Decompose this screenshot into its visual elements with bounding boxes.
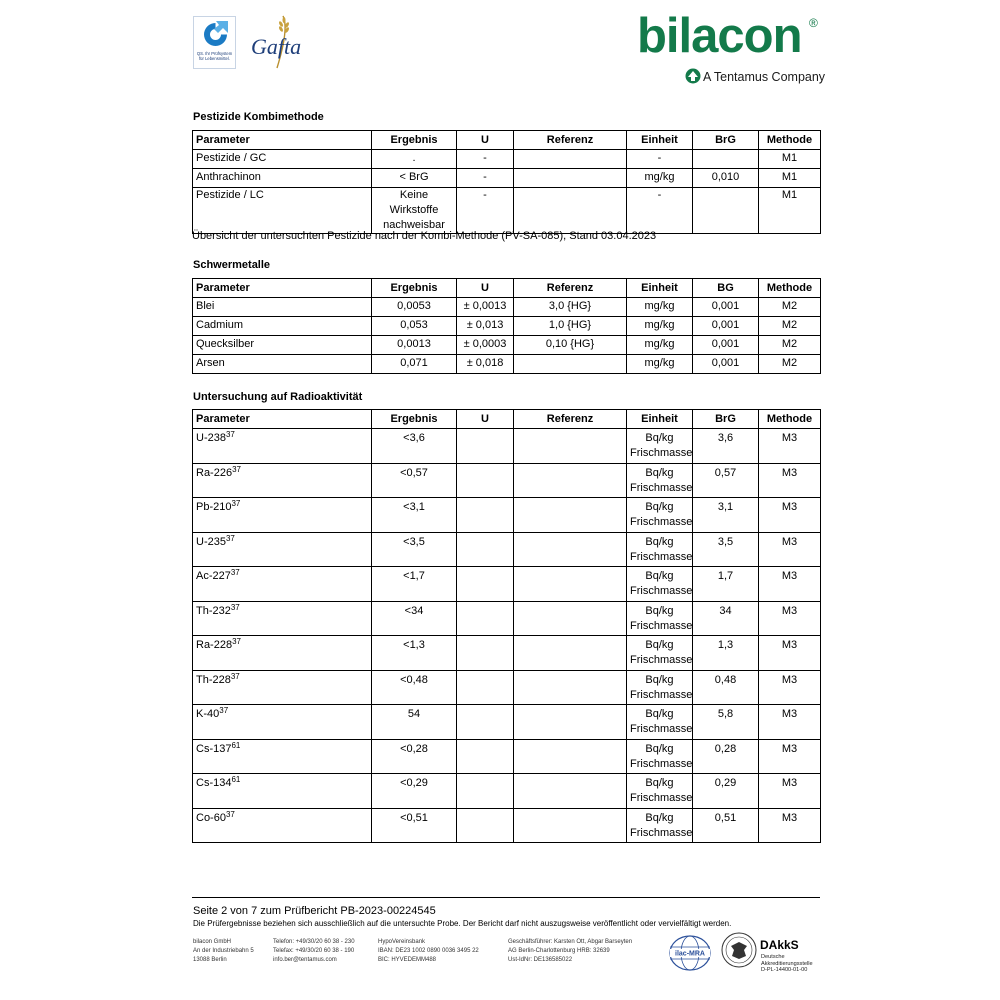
- table-cell: M2: [759, 317, 821, 336]
- footer-line: HypoVereinsbank: [378, 939, 426, 945]
- col-header: Methode: [759, 410, 821, 429]
- table-cell: [457, 498, 514, 533]
- table-cell: [457, 567, 514, 602]
- table-cell: 0,51: [693, 808, 759, 843]
- nuclide-name: Ac-227: [196, 570, 231, 582]
- table-cell: M3: [759, 808, 821, 843]
- footer-line: Telefon: +49/30/20 60 38 - 230: [273, 939, 355, 945]
- table-cell: [193, 498, 372, 533]
- table-cell: M3: [759, 429, 821, 464]
- table-cell: [193, 532, 372, 567]
- table-cell: Bq/kg Frischmasse: [627, 498, 693, 533]
- table-cell: [193, 739, 372, 774]
- table-cell: Bq/kg Frischmasse: [627, 601, 693, 636]
- globe-icon: [668, 934, 712, 972]
- table-cell: [514, 429, 627, 464]
- table-cell: Bq/kg Frischmasse: [627, 463, 693, 498]
- table-cell: mg/kg: [627, 298, 693, 317]
- table-cell: Blei: [193, 298, 372, 317]
- table-cell: [514, 150, 627, 169]
- table-cell: M1: [759, 150, 821, 169]
- footnote-ref: 37: [230, 671, 240, 681]
- footnote-ref: 61: [231, 775, 241, 784]
- table-row: [193, 808, 821, 843]
- table-cell: <0,29: [372, 774, 457, 809]
- brand-wordmark: bilacon: [637, 9, 802, 63]
- table-cell: mg/kg: [627, 169, 693, 188]
- table-row: [193, 774, 821, 809]
- table-cell: M3: [759, 601, 821, 636]
- table-cell: [457, 463, 514, 498]
- table-cell: mg/kg: [627, 336, 693, 355]
- table-cell: [193, 670, 372, 705]
- col-header: BrG: [693, 131, 759, 150]
- table-cell: 0,001: [693, 317, 759, 336]
- qs-logo-text: QS. Ihr Prüfsystem für Lebensmittel.: [196, 51, 233, 61]
- qs-arrow-icon: [202, 21, 229, 49]
- gafta-logo: [247, 14, 309, 70]
- table-cell: 0,001: [693, 355, 759, 374]
- table-cell: Pestizide / GC: [193, 150, 372, 169]
- footnote-ref: 61: [231, 740, 241, 750]
- col-header: Einheit: [627, 131, 693, 150]
- footnote-ref: 37: [225, 809, 235, 819]
- radioactivity-table: [192, 409, 821, 843]
- nuclide-name: Th-228: [196, 673, 231, 686]
- table-cell: -: [627, 188, 693, 234]
- nuclide-name: U-235: [196, 535, 226, 548]
- table-cell: 0,10 {HG}: [514, 336, 627, 355]
- table-cell: [193, 429, 372, 464]
- nuclide-name: Cs-137: [196, 742, 232, 755]
- table-row: [193, 355, 821, 374]
- ilac-mra-label: ilac-MRA: [675, 950, 705, 958]
- footer-line: Geschäftsführer: Karsten Ott, Abgar Barseyten: [508, 939, 633, 945]
- table-cell: M2: [759, 355, 821, 374]
- table-cell: 0,053: [372, 317, 457, 336]
- nuclide-name: K-40: [196, 708, 220, 720]
- table-row: [193, 670, 821, 705]
- table-cell: M3: [759, 463, 821, 498]
- table-cell: [457, 429, 514, 464]
- table-cell: M3: [759, 774, 821, 809]
- col-header: Einheit: [627, 279, 693, 298]
- nuclide-name: U-238: [196, 432, 226, 444]
- table-cell: M2: [759, 298, 821, 317]
- table-cell: -: [457, 169, 514, 188]
- table-cell: Bq/kg Frischmasse: [627, 774, 693, 809]
- table-cell: [514, 739, 627, 774]
- table-cell: M1: [759, 169, 821, 188]
- table-cell: M3: [759, 670, 821, 705]
- table-cell: Keine Wirkstoffe nachweisbar: [372, 188, 457, 234]
- table-cell: <1,3: [372, 636, 457, 671]
- table-cell: Bq/kg Frischmasse: [627, 808, 693, 843]
- table-cell: ± 0,013: [457, 317, 514, 336]
- col-header: Parameter: [193, 131, 372, 150]
- table-cell: 0,29: [693, 774, 759, 809]
- brand-subline: A Tentamus Company: [703, 70, 826, 84]
- col-header: Ergebnis: [372, 131, 457, 150]
- nuclide-name: Co-60: [196, 811, 226, 824]
- col-header: Referenz: [514, 410, 627, 429]
- table-cell: [514, 169, 627, 188]
- table-cell: [457, 774, 514, 809]
- table-row: [193, 601, 821, 636]
- nuclide-name: Th-232: [196, 604, 231, 617]
- table-cell: <0,48: [372, 670, 457, 705]
- table-cell: M2: [759, 336, 821, 355]
- table-row: [193, 463, 821, 498]
- table-cell: M3: [759, 498, 821, 533]
- table-cell: 0,071: [372, 355, 457, 374]
- col-header: Referenz: [514, 131, 627, 150]
- table-cell: <34: [372, 601, 457, 636]
- footnote-ref: 37: [232, 637, 241, 646]
- col-header: Referenz: [514, 279, 627, 298]
- table-cell: [193, 601, 372, 636]
- dakks-subtitle: [761, 954, 813, 974]
- table-cell: [514, 355, 627, 374]
- col-header: Parameter: [193, 410, 372, 429]
- footnote-ref: 37: [219, 706, 229, 715]
- footer-company-address: [193, 938, 254, 965]
- col-header: U: [457, 279, 514, 298]
- col-header: Parameter: [193, 279, 372, 298]
- table-cell: 0,28: [693, 739, 759, 774]
- table-cell: [457, 636, 514, 671]
- table-cell: M3: [759, 636, 821, 671]
- table-cell: 0,57: [693, 463, 759, 498]
- table-cell: 0,001: [693, 298, 759, 317]
- col-header: U: [457, 131, 514, 150]
- table-row: [193, 532, 821, 567]
- table-cell: [693, 150, 759, 169]
- col-header: Methode: [759, 131, 821, 150]
- table-cell: [514, 498, 627, 533]
- footnote-ref: 37: [230, 568, 240, 577]
- table-cell: [457, 808, 514, 843]
- footer-disclaimer: Die Prüfergebnisse beziehen sich ausschließlich auf die untersuchte Probe. Der Bericht darf nicht auszugsweise veröffentlicht oder vervielfältigt werden.: [193, 919, 732, 928]
- table-cell: ± 0,0013: [457, 298, 514, 317]
- table-header-row: [193, 131, 821, 150]
- table-cell: 3,5: [693, 532, 759, 567]
- footer-line: info.ber@tentamus.com: [273, 957, 337, 963]
- table-cell: [514, 636, 627, 671]
- table-cell: 0,48: [693, 670, 759, 705]
- footer-line: Deutsche: [761, 954, 785, 960]
- table-cell: <0,28: [372, 739, 457, 774]
- table-cell: 0,010: [693, 169, 759, 188]
- nuclide-name: Ra-226: [196, 466, 233, 479]
- table-cell: <3,1: [372, 498, 457, 533]
- section-title-pesticides: Pestizide Kombimethode: [193, 111, 324, 123]
- table-cell: 0,001: [693, 336, 759, 355]
- table-cell: Bq/kg Frischmasse: [627, 429, 693, 464]
- table-cell: Bq/kg Frischmasse: [627, 567, 693, 602]
- table-cell: [457, 705, 514, 740]
- table-row: [193, 298, 821, 317]
- table-cell: [457, 532, 514, 567]
- pesticides-note: Übersicht der untersuchten Pestizide nach der Kombi-Methode (PV-SA-085), Stand 03.04.2023: [192, 230, 657, 242]
- table-cell: [514, 705, 627, 740]
- col-header: U: [457, 410, 514, 429]
- table-cell: [457, 739, 514, 774]
- table-cell: M3: [759, 532, 821, 567]
- col-header: BrG: [693, 410, 759, 429]
- table-cell: [514, 808, 627, 843]
- footer-registration: [508, 938, 632, 965]
- footnote-ref: 37: [230, 602, 240, 612]
- table-cell: [514, 670, 627, 705]
- table-cell: Pestizide / LC: [193, 188, 372, 234]
- table-cell: -: [457, 150, 514, 169]
- pesticides-table: [192, 130, 821, 234]
- table-row: [193, 336, 821, 355]
- table-cell: [193, 636, 372, 671]
- section-title-radioactivity: Untersuchung auf Radioaktivität: [193, 391, 363, 403]
- table-row: [193, 317, 821, 336]
- table-cell: <0,51: [372, 808, 457, 843]
- table-cell: M3: [759, 705, 821, 740]
- table-cell: Bq/kg Frischmasse: [627, 532, 693, 567]
- table-cell: [514, 188, 627, 234]
- table-cell: ± 0,018: [457, 355, 514, 374]
- dakks-logo: [720, 930, 820, 982]
- table-cell: 3,1: [693, 498, 759, 533]
- footer-line: IBAN: DE23 1002 0890 0036 3495 22: [378, 948, 479, 954]
- table-cell: -: [627, 150, 693, 169]
- footer-line: 13088 Berlin: [193, 957, 227, 963]
- ilac-mra-logo: [668, 934, 712, 972]
- nuclide-name: Ra-228: [196, 639, 233, 651]
- footnote-ref: 37: [232, 464, 241, 474]
- table-cell: < BrG: [372, 169, 457, 188]
- nuclide-name: Pb-210: [196, 501, 232, 513]
- footer-bank: [378, 938, 479, 965]
- table-cell: Bq/kg Frischmasse: [627, 670, 693, 705]
- col-header: Ergebnis: [372, 410, 457, 429]
- table-cell: 3,6: [693, 429, 759, 464]
- table-cell: Quecksilber: [193, 336, 372, 355]
- table-cell: [193, 808, 372, 843]
- col-header: Ergebnis: [372, 279, 457, 298]
- table-cell: 54: [372, 705, 457, 740]
- table-header-row: [193, 410, 821, 429]
- table-row: [193, 429, 821, 464]
- table-cell: [693, 188, 759, 234]
- table-cell: 5,8: [693, 705, 759, 740]
- table-cell: <0,57: [372, 463, 457, 498]
- table-row: [193, 188, 821, 234]
- table-cell: [193, 567, 372, 602]
- table-cell: 1,7: [693, 567, 759, 602]
- footnote-ref: 37: [225, 430, 235, 439]
- table-cell: [514, 532, 627, 567]
- section-title-heavy-metals: Schwermetalle: [193, 259, 271, 271]
- table-cell: 1,3: [693, 636, 759, 671]
- table-row: [193, 705, 821, 740]
- table-row: [193, 150, 821, 169]
- table-cell: M1: [759, 188, 821, 234]
- footer-contact: [273, 938, 355, 965]
- footer-line: D-PL-14400-01-00: [761, 967, 808, 973]
- nuclide-name: Cs-134: [196, 777, 232, 789]
- table-cell: 34: [693, 601, 759, 636]
- table-cell: [193, 774, 372, 809]
- table-cell: 0,0013: [372, 336, 457, 355]
- registered-mark: ®: [809, 16, 818, 30]
- table-cell: Arsen: [193, 355, 372, 374]
- footer-line: AG Berlin-Charlottenburg HRB: 32639: [508, 948, 610, 954]
- table-cell: <3,6: [372, 429, 457, 464]
- table-cell: 3,0 {HG}: [514, 298, 627, 317]
- heavy-metals-table: [192, 278, 821, 374]
- footer-line: bilacon GmbH: [193, 939, 232, 945]
- table-cell: 0,0053: [372, 298, 457, 317]
- table-cell: Bq/kg Frischmasse: [627, 739, 693, 774]
- col-header: Einheit: [627, 410, 693, 429]
- table-cell: -: [457, 188, 514, 234]
- table-cell: Anthrachinon: [193, 169, 372, 188]
- footer-line: Ust-IdNr: DE136585022: [508, 957, 573, 963]
- table-cell: Bq/kg Frischmasse: [627, 636, 693, 671]
- table-cell: mg/kg: [627, 317, 693, 336]
- table-cell: <1,7: [372, 567, 457, 602]
- table-cell: mg/kg: [627, 355, 693, 374]
- footnote-ref: 37: [225, 533, 235, 543]
- qs-logo: [193, 16, 236, 69]
- table-cell: M3: [759, 739, 821, 774]
- table-row: [193, 636, 821, 671]
- table-row: [193, 739, 821, 774]
- table-cell: <3,5: [372, 532, 457, 567]
- table-cell: M3: [759, 567, 821, 602]
- footer-line: Akkreditierungsstelle: [761, 960, 813, 967]
- table-cell: [457, 670, 514, 705]
- table-cell: [514, 463, 627, 498]
- table-cell: [193, 463, 372, 498]
- gafta-wordmark: Gafta: [251, 34, 302, 59]
- table-cell: Bq/kg Frischmasse: [627, 705, 693, 740]
- col-header: BG: [693, 279, 759, 298]
- table-header-row: [193, 279, 821, 298]
- eagle-seal-icon: [720, 930, 758, 974]
- col-header: Methode: [759, 279, 821, 298]
- footer-line: Telefax: +49/30/20 60 38 - 190: [273, 948, 355, 954]
- table-cell: [514, 601, 627, 636]
- table-cell: Cadmium: [193, 317, 372, 336]
- dakks-name: DAkkS: [760, 938, 799, 952]
- table-cell: [514, 567, 627, 602]
- tentamus-icon: [685, 68, 701, 84]
- table-row: [193, 169, 821, 188]
- table-cell: .: [372, 150, 457, 169]
- table-cell: [514, 774, 627, 809]
- footer-page-info: Seite 2 von 7 zum Prüfbericht PB-2023-00224545: [193, 905, 436, 917]
- table-cell: 1,0 {HG}: [514, 317, 627, 336]
- footer-line: An der Industriebahn 5: [193, 948, 254, 954]
- table-cell: ± 0,0003: [457, 336, 514, 355]
- footer-divider: [192, 897, 820, 898]
- table-row: [193, 567, 821, 602]
- table-cell: [193, 705, 372, 740]
- footer-line: BIC: HYVEDEMM488: [378, 957, 437, 963]
- table-cell: [457, 601, 514, 636]
- table-row: [193, 498, 821, 533]
- bilacon-logo: [637, 8, 827, 92]
- footnote-ref: 37: [231, 499, 241, 508]
